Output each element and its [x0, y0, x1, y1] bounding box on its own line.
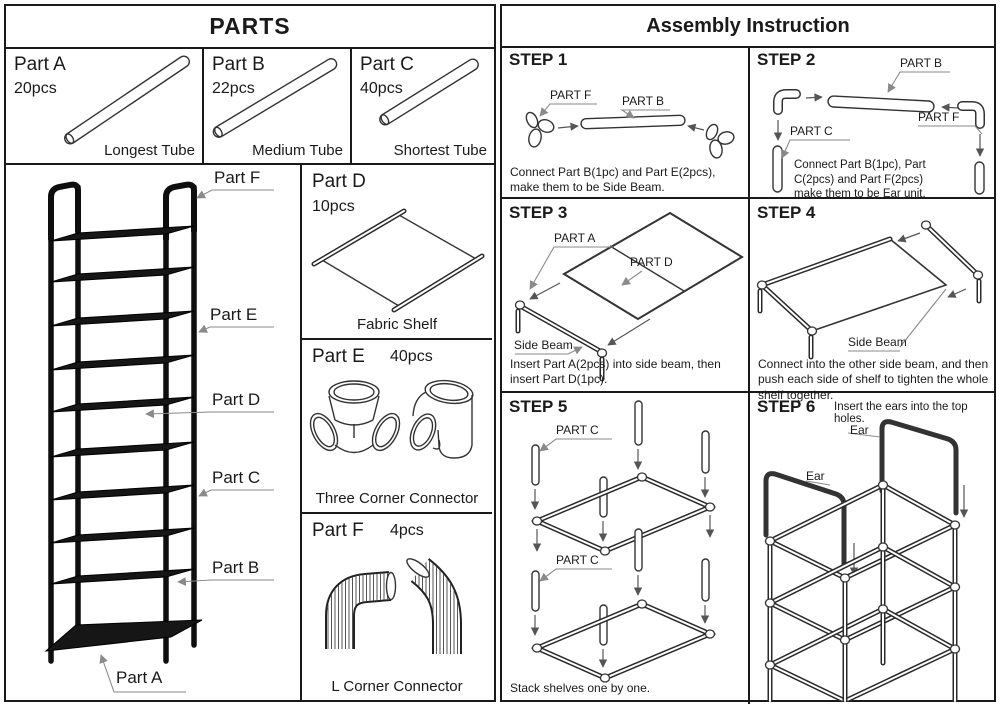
rack-callout-part-f: Part F: [214, 168, 261, 187]
part-b-cell: [202, 49, 350, 163]
part-desc: Longest Tube: [104, 142, 195, 159]
step-note: Insert the ears into the top holes.: [834, 401, 968, 425]
callout-ear-2: Ear: [806, 469, 825, 483]
part-name: Part D: [312, 171, 366, 192]
part-desc: L Corner Connector: [331, 678, 463, 695]
part-qty: 40pcs: [360, 80, 403, 97]
step-5: [502, 393, 750, 704]
assembly-panel: [500, 4, 996, 702]
callout-part-f: PART F: [918, 110, 960, 124]
part-name: Part F: [312, 520, 364, 541]
part-name: Part A: [14, 54, 66, 75]
part-name: Part E: [312, 346, 365, 367]
step-6-drawing: [750, 393, 992, 702]
step-3: [502, 199, 750, 393]
part-desc: Shortest Tube: [393, 142, 487, 159]
step-5-drawing: [502, 393, 748, 702]
callout-part-c-1: PART C: [556, 423, 599, 437]
part-qty: 10pcs: [312, 198, 355, 215]
step-title: STEP 5: [509, 397, 568, 416]
step-title: STEP 2: [757, 50, 816, 69]
callout-part-c: PART C: [790, 124, 833, 138]
part-name: Part C: [360, 54, 414, 75]
callout-part-f: PART F: [550, 88, 592, 102]
step-caption: Connect Part B(1pc), Part C(2pcs) and Part F(2pcs) make them to be Ear unit.: [794, 159, 926, 201]
rack-callout-part-c: Part C: [212, 468, 261, 487]
part-desc: Medium Tube: [252, 142, 343, 159]
callout-ear-1: Ear: [850, 423, 869, 437]
step-title: STEP 3: [509, 203, 568, 222]
part-qty: 20pcs: [14, 80, 57, 97]
step-6: [750, 393, 994, 704]
step-4: [750, 199, 994, 402]
step-caption: Connect Part B(1pc) and Part E(2pcs), make them to be Side Beam.: [510, 165, 716, 195]
part-qty: 40pcs: [390, 348, 433, 365]
step-title: STEP 1: [509, 50, 568, 69]
callout-side-beam: Side Beam: [514, 338, 573, 352]
rack-callout-part-e: Part E: [210, 305, 258, 324]
part-name: Part B: [212, 54, 265, 75]
step-caption: Insert Part A(2pcs) into side beam, then insert Part D(1pc).: [510, 357, 721, 387]
part-desc: Fabric Shelf: [356, 316, 438, 333]
parts-panel: [4, 4, 496, 702]
part-e-box: [302, 340, 492, 514]
step-2: [750, 46, 994, 199]
callout-part-a: PART A: [554, 231, 596, 245]
callout-part-b: PART B: [900, 56, 943, 70]
part-a-cell: [6, 49, 202, 163]
rack-callout-part-b: Part B: [212, 558, 260, 577]
part-qty: 22pcs: [212, 80, 255, 97]
step-1: [502, 46, 750, 199]
step-title: STEP 4: [757, 203, 816, 222]
part-desc: Three Corner Connector: [315, 490, 479, 507]
rack-drawing: [6, 165, 300, 702]
components-column: [302, 165, 492, 702]
part-f-box: [302, 514, 492, 700]
callout-part-c-2: PART C: [556, 553, 599, 567]
step-title: STEP 6: [757, 397, 816, 416]
tube-parts-row: [6, 49, 494, 165]
callout-part-d: PART D: [630, 255, 673, 269]
part-qty: 4pcs: [390, 522, 424, 539]
step-caption: Connect into the other side beam, and then push each side of shelf to tighten the whole shelf together.: [758, 357, 989, 402]
parts-title: PARTS: [6, 6, 494, 49]
step-caption: Stack shelves one by one.: [510, 681, 651, 695]
rack-callout-part-d: Part D: [212, 390, 261, 409]
part-d-box: [302, 165, 492, 340]
rack-callout-part-a: Part A: [116, 668, 163, 687]
rack-overview: [6, 165, 302, 702]
callout-part-b: PART B: [622, 94, 665, 108]
part-c-cell: [350, 49, 494, 163]
callout-side-beam: Side Beam: [848, 335, 907, 349]
assembly-title: Assembly Instruction: [502, 6, 994, 48]
